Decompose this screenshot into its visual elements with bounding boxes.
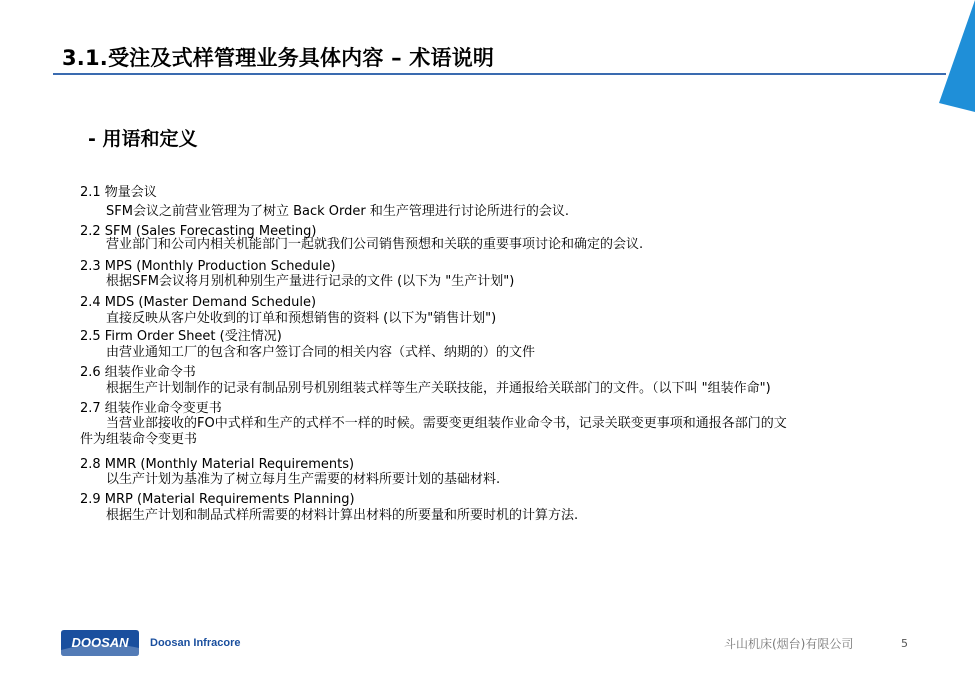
- section-subtitle: - 用语和定义: [88, 128, 198, 150]
- desc-2-3: 根据SFM会议将月别机种别生产量进行记录的文件 (以下为 "生产计划"): [106, 274, 515, 289]
- slide-title: 3.1.受注及式样管理业务具体内容 – 术语说明: [62, 46, 495, 70]
- desc-2-7-line1: 当营业部接收的FO中式样和生产的式样不一样的时候。需要变更组装作业命令书，记录关联变更事项和通报各部门的文: [106, 416, 787, 431]
- desc-2-4: 直接反映从客户处收到的订单和预想销售的资料 (以下为"销售计划"): [106, 311, 497, 326]
- footer-brand: Doosan Infracore: [150, 637, 241, 649]
- desc-2-6: 根据生产计划制作的记录有制品别号机别组装式样等生产关联技能，并通报给关联部门的文件。（以下叫 "组装作命"): [106, 381, 771, 396]
- desc-2-7-line2: 件为组装命令变更书: [80, 432, 198, 447]
- desc-2-7: [80, 416, 896, 448]
- term-2-6: 2.6 组装作业命令书: [80, 365, 196, 380]
- term-2-9: 2.9 MRP (Material Requirements Planning): [80, 492, 355, 507]
- title-divider: [53, 73, 946, 75]
- desc-2-9: 根据生产计划和制品式样所需要的材料计算出材料的所要量和所要时机的计算方法.: [106, 508, 579, 523]
- term-2-7: 2.7 组装作业命令变更书: [80, 401, 222, 416]
- term-2-8: 2.8 MMR (Monthly Material Requirements): [80, 457, 355, 472]
- corner-wedge-decoration: [935, 0, 975, 112]
- doosan-logo: [60, 627, 140, 659]
- footer-company: 斗山机床(烟台)有限公司: [724, 637, 854, 651]
- term-2-5: 2.5 Firm Order Sheet (受注情况): [80, 329, 282, 344]
- desc-2-1: SFM会议之前营业管理为了树立 Back Order 和生产管理进行讨论所进行的会议.: [106, 204, 569, 219]
- term-2-1: 2.1 物量会议: [80, 185, 157, 200]
- logo-text: DOOSAN: [71, 635, 129, 650]
- term-2-2: 2.2 SFM (Sales Forecasting Meeting): [80, 224, 317, 239]
- term-2-4: 2.4 MDS (Master Demand Schedule): [80, 295, 317, 310]
- desc-2-8: 以生产计划为基准为了树立每月生产需要的材料所要计划的基础材料.: [106, 472, 501, 487]
- term-2-3: 2.3 MPS (Monthly Production Schedule): [80, 259, 336, 274]
- page-number: 5: [901, 637, 908, 650]
- desc-2-2: 营业部门和公司内相关机能部门一起就我们公司销售预想和关联的重要事项讨论和确定的会议.: [106, 237, 644, 252]
- desc-2-5: 由营业通知工厂的包含和客户签订合同的相关内容（式样、纳期的）的文件: [106, 345, 536, 360]
